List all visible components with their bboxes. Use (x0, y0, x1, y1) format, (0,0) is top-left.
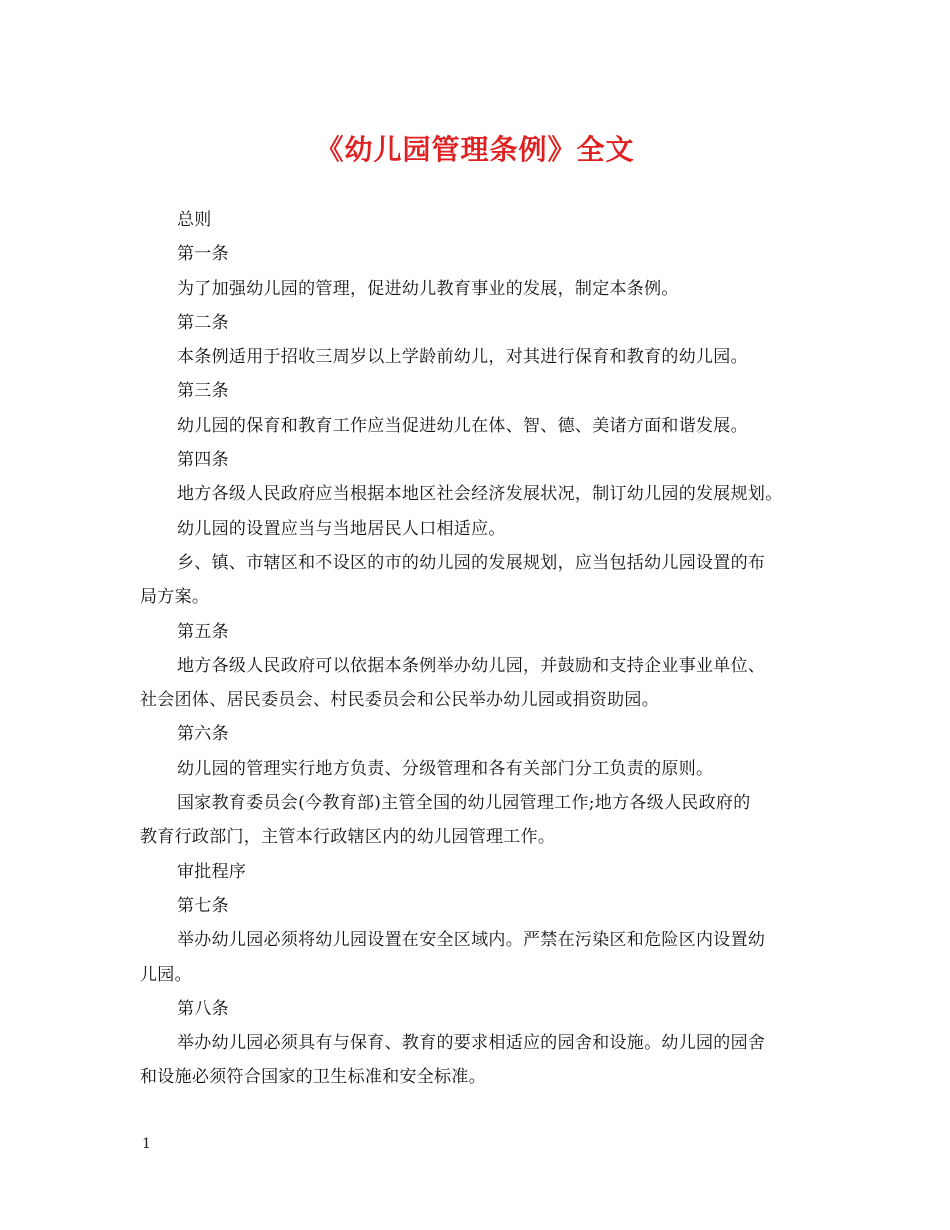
article-heading: 第八条 (177, 998, 229, 1019)
article-heading: 第四条 (177, 450, 229, 471)
paragraph-line: 社会团体、居民委员会、村民委员会和公民举办幼儿园或捐资助园。 (140, 690, 659, 711)
page-title: 《幼儿园管理条例》全文 (315, 133, 635, 166)
article-heading: 第二条 (177, 312, 229, 333)
section-heading: 审批程序 (177, 861, 247, 882)
paragraph-line: 儿园。 (140, 964, 192, 985)
paragraph-line: 地方各级人民政府可以依据本条例举办幼儿园，并鼓励和支持企业事业单位、 (177, 655, 766, 676)
paragraph-line: 和设施必须符合国家的卫生标准和安全标准。 (140, 1067, 486, 1088)
paragraph-line: 本条例适用于招收三周岁以上学龄前幼儿，对其进行保育和教育的幼儿园。 (177, 347, 748, 368)
paragraph-line: 举办幼儿园必须具有与保育、教育的要求相适应的园舍和设施。幼儿园的园舍 (177, 1033, 766, 1054)
paragraph-line: 地方各级人民政府应当根据本地区社会经济发展状况，制订幼儿园的发展规划。 (177, 484, 783, 505)
document-body (140, 203, 825, 1095)
article-heading: 第一条 (177, 244, 229, 265)
paragraph-line: 乡、镇、市辖区和不设区的市的幼儿园的发展规划，应当包括幼儿园设置的布 (177, 552, 766, 573)
paragraph-line: 幼儿园的设置应当与当地居民人口相适应。 (177, 518, 506, 539)
paragraph-line: 幼儿园的保育和教育工作应当促进幼儿在体、智、德、美诸方面和谐发展。 (177, 415, 748, 436)
section-heading: 总则 (177, 210, 212, 230)
article-heading: 第五条 (177, 621, 229, 642)
paragraph-line: 国家教育委员会(今教育部)主管全国的幼儿园管理工作;地方各级人民政府的 (177, 793, 751, 814)
paragraph-line: 局方案。 (140, 587, 210, 608)
paragraph-line: 教育行政部门，主管本行政辖区内的幼儿园管理工作。 (140, 827, 556, 848)
paragraph-line: 举办幼儿园必须将幼儿园设置在安全区域内。严禁在污染区和危险区内设置幼 (177, 930, 766, 951)
paragraph-line: 为了加强幼儿园的管理，促进幼儿教育事业的发展，制定本条例。 (177, 278, 679, 299)
article-heading: 第六条 (177, 724, 229, 745)
article-heading: 第七条 (177, 895, 229, 916)
page-number: 1 (142, 1136, 151, 1152)
article-heading: 第三条 (177, 381, 229, 402)
paragraph-line: 幼儿园的管理实行地方负责、分级管理和各有关部门分工负责的原则。 (177, 758, 714, 779)
